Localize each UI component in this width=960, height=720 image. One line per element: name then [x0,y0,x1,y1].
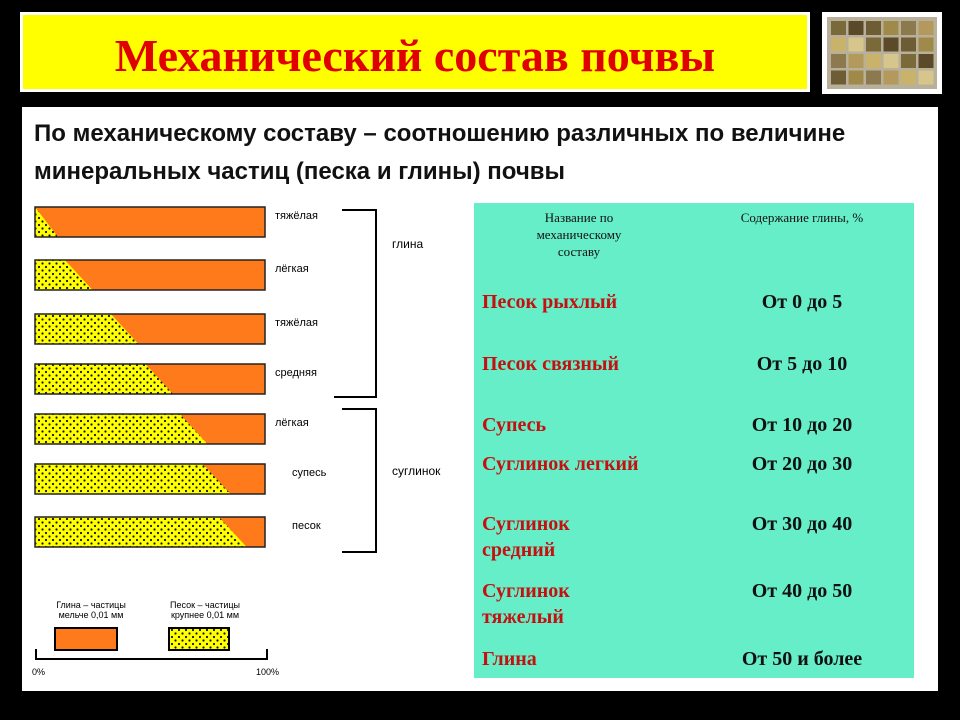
bar-label: лёгкая [275,417,309,429]
soil-sample-cell [901,71,916,85]
bar-label: супесь [292,467,327,479]
soil-sample-cell [919,21,934,35]
texture-bar [35,464,327,494]
page-title: Механический состав почвы [114,30,716,81]
clay-content-value: От 0 до 5 [761,291,843,313]
table-header-name [494,209,664,260]
legend-sand-text [155,600,255,620]
soil-sample-cell [849,71,864,85]
texture-bar [35,260,309,290]
clay-content-value: От 40 до 50 [751,580,853,602]
soil-type-name-line: Суглинок [482,580,570,602]
soil-type-name-line: Суглинок легкий [482,453,639,475]
table-header-value: Содержание глины, % [740,210,864,225]
texture-bar [35,414,309,444]
soil-type-name-line: Глина [482,648,537,670]
clay-content-value: От 50 и более [741,648,863,670]
soil-sample-cell [866,21,881,35]
soil-type-name-line: средний [482,539,556,561]
title-banner [20,12,810,92]
legend-sand-line1: Песок – частицы [170,600,240,610]
soil-sample-cell [866,71,881,85]
soil-type-name-line: тяжелый [482,606,564,628]
soil-type-name-line: Супесь [482,414,547,436]
sand-area [35,517,247,547]
legend-sand-line2: крупнее 0,01 мм [170,610,240,620]
legend-clay-text [41,600,141,620]
soil-type-name [482,412,692,438]
sand-area [35,464,231,494]
soil-sample-cell [849,54,864,68]
soil-sample-cell [849,21,864,35]
soil-type-name-line: Песок рыхлый [482,291,618,313]
axis-right-label: 100% [256,667,280,677]
soil-type-name-line: Песок связный [482,353,620,375]
bar-label: лёгкая [275,263,309,275]
clay-content-value: От 10 до 20 [751,414,853,436]
group-bracket-loam [342,409,441,552]
soil-type-name [482,646,692,672]
soil-sample-cell [901,21,916,35]
soil-type-name [482,451,692,477]
soil-sample-cell [831,54,846,68]
soil-type-name [482,351,692,377]
soil-sample-cell [884,54,899,68]
soil-samples-icon [822,12,942,94]
soil-samples-photo [822,12,942,94]
soil-type-name-line: Суглинок [482,513,570,535]
soil-type-name [482,289,692,315]
soil-sample-cell [884,38,899,52]
clay-content-value: От 20 до 30 [751,453,853,475]
clay-content-value: От 30 до 40 [751,513,853,535]
intro-text: По механическому составу – соотношению различных по величине минеральных частиц (песка и глины) почвы [34,120,846,185]
bar-label: средняя [275,367,317,379]
soil-sample-cell [831,21,846,35]
header-name-line2: механическому [536,227,622,242]
texture-bar [35,314,318,344]
header-name-line3: составу [557,244,601,259]
soil-sample-cell [901,38,916,52]
clay-content-value: От 5 до 10 [756,353,848,375]
soil-sample-cell [884,21,899,35]
soil-sample-cell [901,54,916,68]
texture-bar [35,364,317,394]
soil-sample-cell [866,54,881,68]
header-name-line1: Название по [544,210,614,225]
sand-area [35,414,208,444]
bar-label: тяжёлая [275,210,318,222]
texture-bar [35,517,321,547]
legend-clay-line2: мельче 0,01 мм [58,610,124,620]
soil-sample-cell [831,71,846,85]
bar-label: песок [292,520,321,532]
soil-type-name [482,578,692,630]
soil-sample-cell [919,71,934,85]
legend-clay-line1: Глина – частицы [56,600,126,610]
soil-texture-diagram [30,202,480,677]
group-label-loam: суглинок [392,464,441,478]
group-bracket-clay [334,210,423,397]
soil-sample-cell [831,38,846,52]
soil-sample-cell [919,54,934,68]
legend [37,600,277,660]
texture-bar [35,207,318,237]
axis-left-label: 0% [32,667,46,677]
soil-classification-table [474,203,914,678]
legend-sand-swatch [169,628,229,650]
soil-sample-cell [919,38,934,52]
bar-label: тяжёлая [275,317,318,329]
soil-sample-cell [884,71,899,85]
legend-clay-swatch [55,628,117,650]
soil-type-name [482,511,692,563]
soil-sample-cell [866,38,881,52]
soil-sample-cell [849,38,864,52]
clay-area [35,207,265,237]
group-label-clay: глина [392,237,424,251]
